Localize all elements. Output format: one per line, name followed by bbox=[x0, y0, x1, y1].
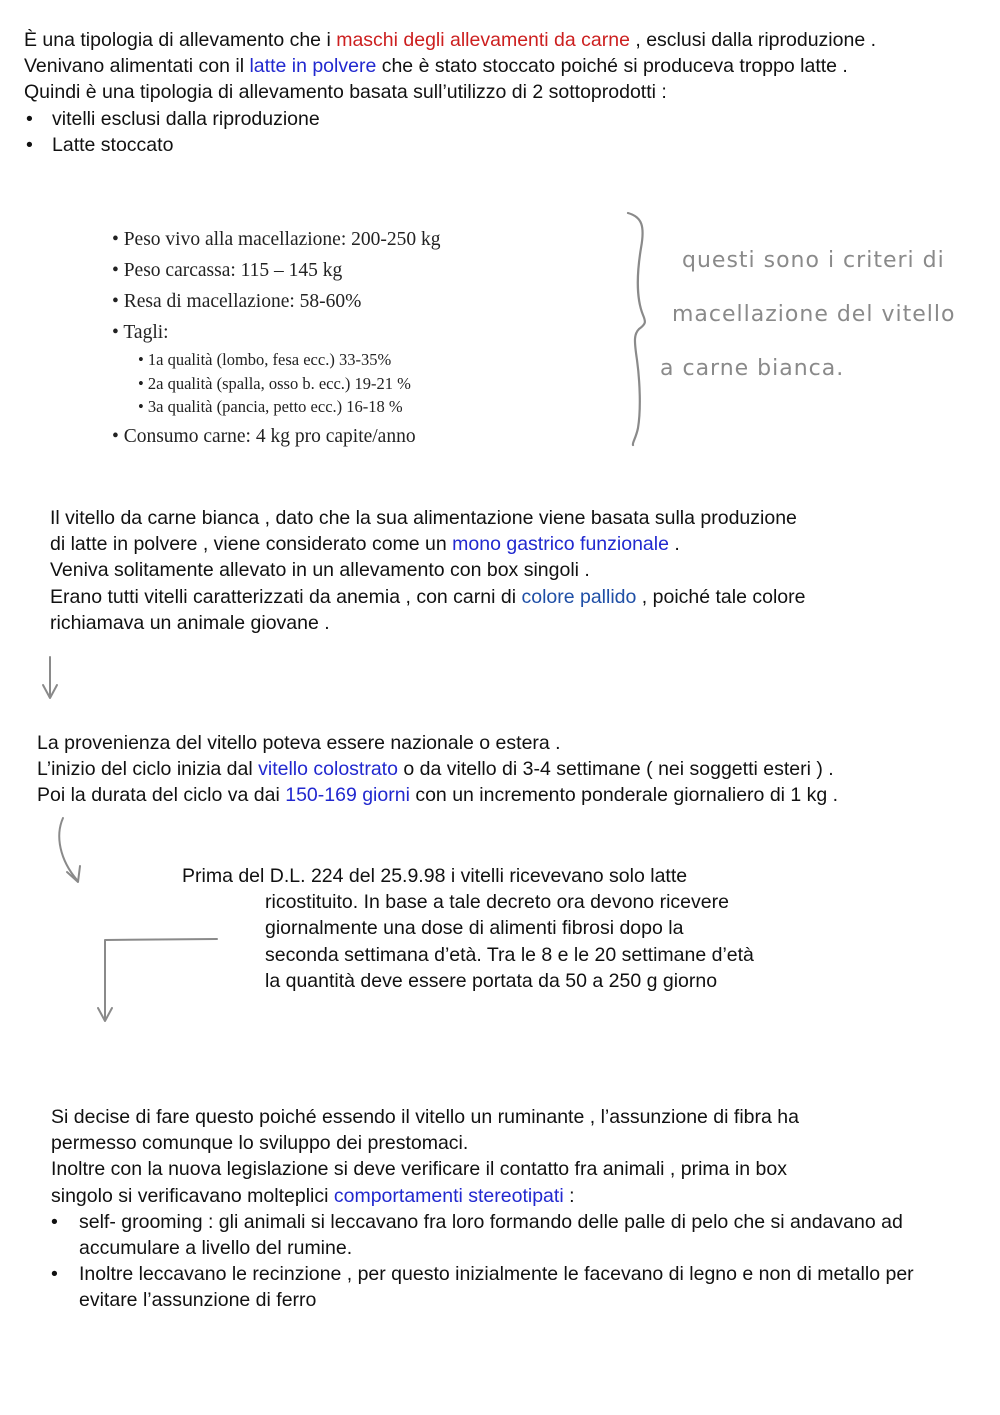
cut-item: • 3a qualità (pancia, petto ecc.) 16-18 % bbox=[138, 397, 403, 416]
criteria-item: • Tagli: bbox=[112, 322, 169, 343]
text-line: L’inizio del ciclo inizia dal vitello colostrato o da vitello di 3-4 settimane ( nei soggetti esteri ) . bbox=[37, 758, 834, 781]
text-line: Si decise di fare questo poiché essendo il vitello un ruminante , l’assunzione di fibra ha bbox=[51, 1106, 799, 1128]
curved-arrow-icon bbox=[59, 818, 80, 882]
text-line: Erano tutti vitelli caratterizzati da anemia , con carni di colore pallido , poiché tale colore bbox=[50, 585, 806, 608]
list-item: • self- grooming : gli animali si leccavano fra loro formando delle palle di pelo che si andavano ad accumulare a livello del rumine. bbox=[51, 1210, 903, 1260]
text-line: ricostituito. In base a tale decreto ora devono ricevere bbox=[265, 891, 729, 914]
bullet-icon: • bbox=[51, 1210, 58, 1233]
arrow-down-icon bbox=[43, 657, 57, 698]
text-line: La provenienza del vitello poteva essere nazionale o estera . bbox=[37, 732, 561, 754]
text-line: Prima del D.L. 224 del 25.9.98 i vitelli ricevevano solo latte bbox=[182, 865, 688, 887]
intro-paragraph-1: È una tipologia di allevamento che i maschi degli allevamenti da carne , esclusi dalla riproduzione . bbox=[24, 29, 876, 51]
criteria-consumption: • Consumo carne: 4 kg pro capite/anno bbox=[112, 425, 416, 447]
cut-item: • 2a qualità (spalla, osso b. ecc.) 19-21 % bbox=[138, 373, 411, 393]
highlight-maschi: maschi degli allevamenti da carne bbox=[336, 29, 630, 51]
text-line: singolo si verificavano molteplici comportamenti stereotipati : bbox=[51, 1184, 575, 1207]
highlight-mono-gastrico: mono gastrico funzionale bbox=[452, 533, 669, 556]
text-line: permesso comunque lo sviluppo dei prestomaci. bbox=[51, 1132, 469, 1155]
text-line: Veniva solitamente allevato in un allevamento con box singoli . bbox=[50, 559, 590, 582]
text-line: Inoltre con la nuova legislazione si deve verificare il contatto fra animali , prima in box bbox=[51, 1158, 787, 1181]
curly-brace-icon bbox=[628, 213, 645, 445]
handwritten-line: macellazione del vitello bbox=[672, 302, 956, 327]
highlight-giorni: 150-169 giorni bbox=[285, 784, 410, 807]
handwritten-line: questi sono i criteri di bbox=[682, 248, 945, 273]
list-item: • Latte stoccato bbox=[24, 132, 984, 158]
corner-arrow-icon bbox=[98, 939, 217, 1021]
bullet-icon: • bbox=[26, 133, 33, 156]
criteria-item: • Peso carcassa: 115 – 145 kg bbox=[112, 260, 343, 281]
list-item: • vitelli esclusi dalla riproduzione bbox=[24, 106, 984, 132]
highlight-comportamenti: comportamenti stereotipati bbox=[333, 1184, 564, 1207]
intro-paragraph-2: Venivano alimentati con il latte in polvere che è stato stoccato poiché si produceva troppo latte . bbox=[24, 55, 848, 78]
text-line: richiamava un animale giovane . bbox=[50, 611, 330, 634]
highlight-vitello-colostrato: vitello colostrato bbox=[258, 758, 398, 781]
text-line: la quantità deve essere portata da 50 a 250 g giorno bbox=[265, 969, 718, 992]
text-line: seconda settimana d’età. Tra le 8 e le 20 settimane d’età bbox=[265, 943, 754, 966]
text-line: giornalmente una dose di alimenti fibrosi dopo la bbox=[265, 917, 684, 940]
text-line: di latte in polvere , viene considerato come un mono gastrico funzionale . bbox=[50, 533, 680, 556]
text-line: Poi la durata del ciclo va dai 150-169 giorni con un incremento ponderale giornaliero di 1 kg . bbox=[37, 784, 839, 807]
intro-paragraph-3: Quindi è una tipologia di allevamento basata sull’utilizzo di 2 sottoprodotti : bbox=[24, 81, 667, 104]
handwritten-line: a carne bianca. bbox=[660, 356, 845, 381]
criteria-item: • Peso vivo alla macellazione: 200-250 kg bbox=[112, 229, 441, 250]
highlight-latte-in-polvere: latte in polvere bbox=[249, 55, 377, 78]
bullet-icon: • bbox=[26, 107, 33, 130]
bullet-icon: • bbox=[51, 1263, 58, 1286]
criteria-item: • Resa di macellazione: 58-60% bbox=[112, 291, 362, 312]
highlight-colore-pallido: colore pallido bbox=[521, 585, 637, 608]
list-item: • Inoltre leccavano le recinzione , per questo inizialmente le facevano di legno e non di metallo per evitare l’assunzione di ferro bbox=[51, 1263, 914, 1312]
cut-item: • 1a qualità (lombo, fesa ecc.) 33-35% bbox=[138, 350, 392, 369]
text-line: Il vitello da carne bianca , dato che la sua alimentazione viene basata sulla produzione bbox=[50, 507, 797, 529]
